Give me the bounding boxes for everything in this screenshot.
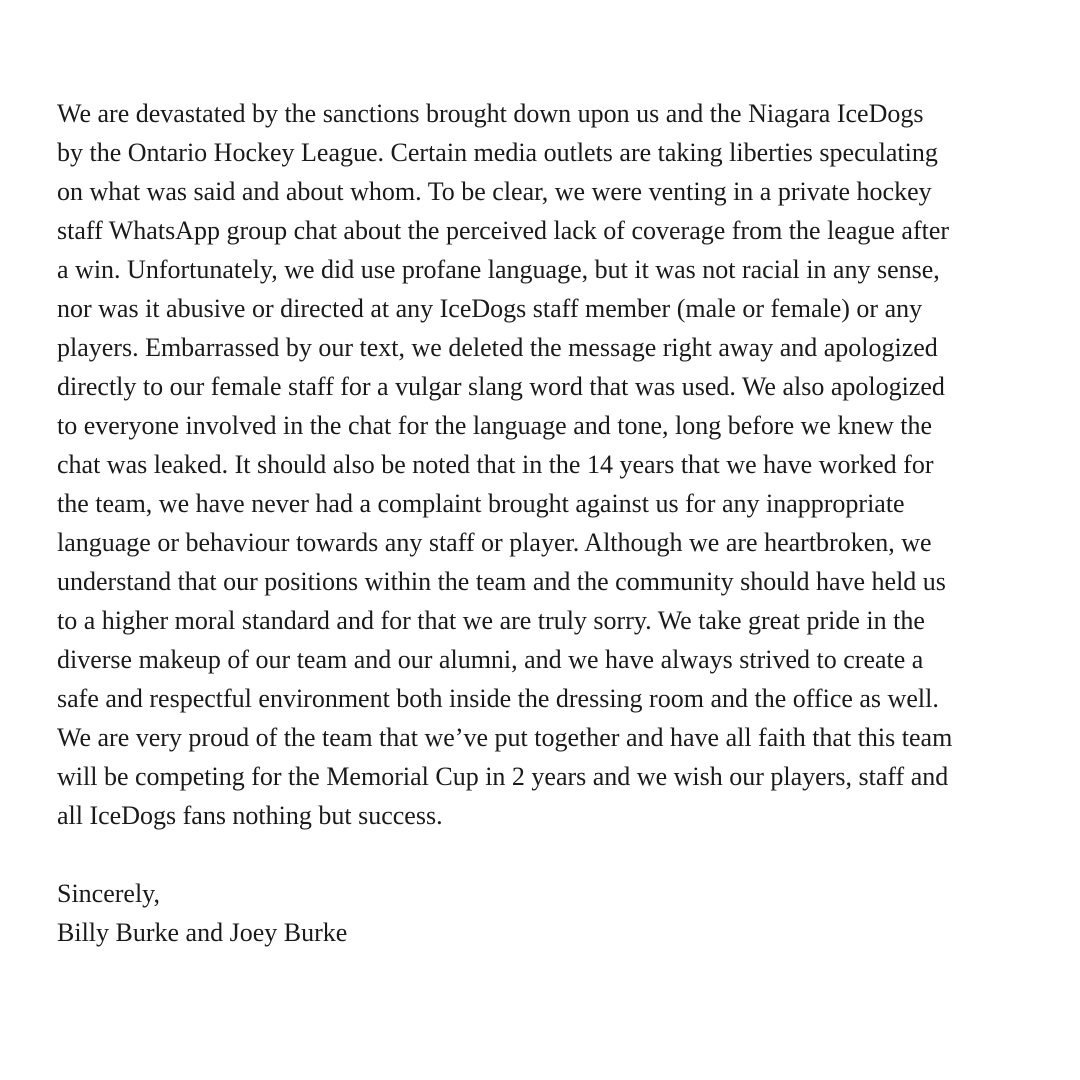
- body-line: to a higher moral standard and for that we are truly sorry. We take great pride in the: [57, 606, 925, 635]
- closing-salutation: Sincerely,: [57, 879, 160, 908]
- statement-body: [57, 94, 1047, 835]
- body-line: a win. Unfortunately, we did use profane language, but it was not racial in any sense,: [57, 255, 940, 284]
- body-line: staff WhatsApp group chat about the perceived lack of coverage from the league after: [57, 216, 950, 245]
- body-line: players. Embarrassed by our text, we deleted the message right away and apologized: [57, 333, 938, 362]
- body-line: diverse makeup of our team and our alumni, and we have always strived to create a: [57, 645, 924, 674]
- paragraph-gap: [57, 835, 1047, 874]
- body-line: will be competing for the Memorial Cup in 2 years and we wish our players, staff and: [57, 762, 949, 791]
- body-line: all IceDogs fans nothing but success.: [57, 801, 443, 830]
- body-line: understand that our positions within the team and the community should have held us: [57, 567, 946, 596]
- body-line: chat was leaked. It should also be noted that in the 14 years that we have worked for: [57, 450, 934, 479]
- body-line: We are very proud of the team that we’ve put together and have all faith that this team: [57, 723, 953, 752]
- body-line: on what was said and about whom. To be clear, we were venting in a private hockey: [57, 177, 932, 206]
- body-line: safe and respectful environment both inside the dressing room and the office as well.: [57, 684, 939, 713]
- signature: Billy Burke and Joey Burke: [57, 918, 348, 947]
- body-line: nor was it abusive or directed at any IceDogs staff member (male or female) or any: [57, 294, 923, 323]
- body-line: language or behaviour towards any staff or player. Although we are heartbroken, we: [57, 528, 932, 557]
- body-line: the team, we have never had a complaint brought against us for any inappropriate: [57, 489, 905, 518]
- statement-document: [57, 94, 1047, 952]
- body-line: directly to our female staff for a vulgar slang word that was used. We also apologized: [57, 372, 945, 401]
- body-line: We are devastated by the sanctions brought down upon us and the Niagara IceDogs: [57, 99, 924, 128]
- body-line: by the Ontario Hockey League. Certain media outlets are taking liberties speculating: [57, 138, 938, 167]
- body-line: to everyone involved in the chat for the language and tone, long before we knew the: [57, 411, 933, 440]
